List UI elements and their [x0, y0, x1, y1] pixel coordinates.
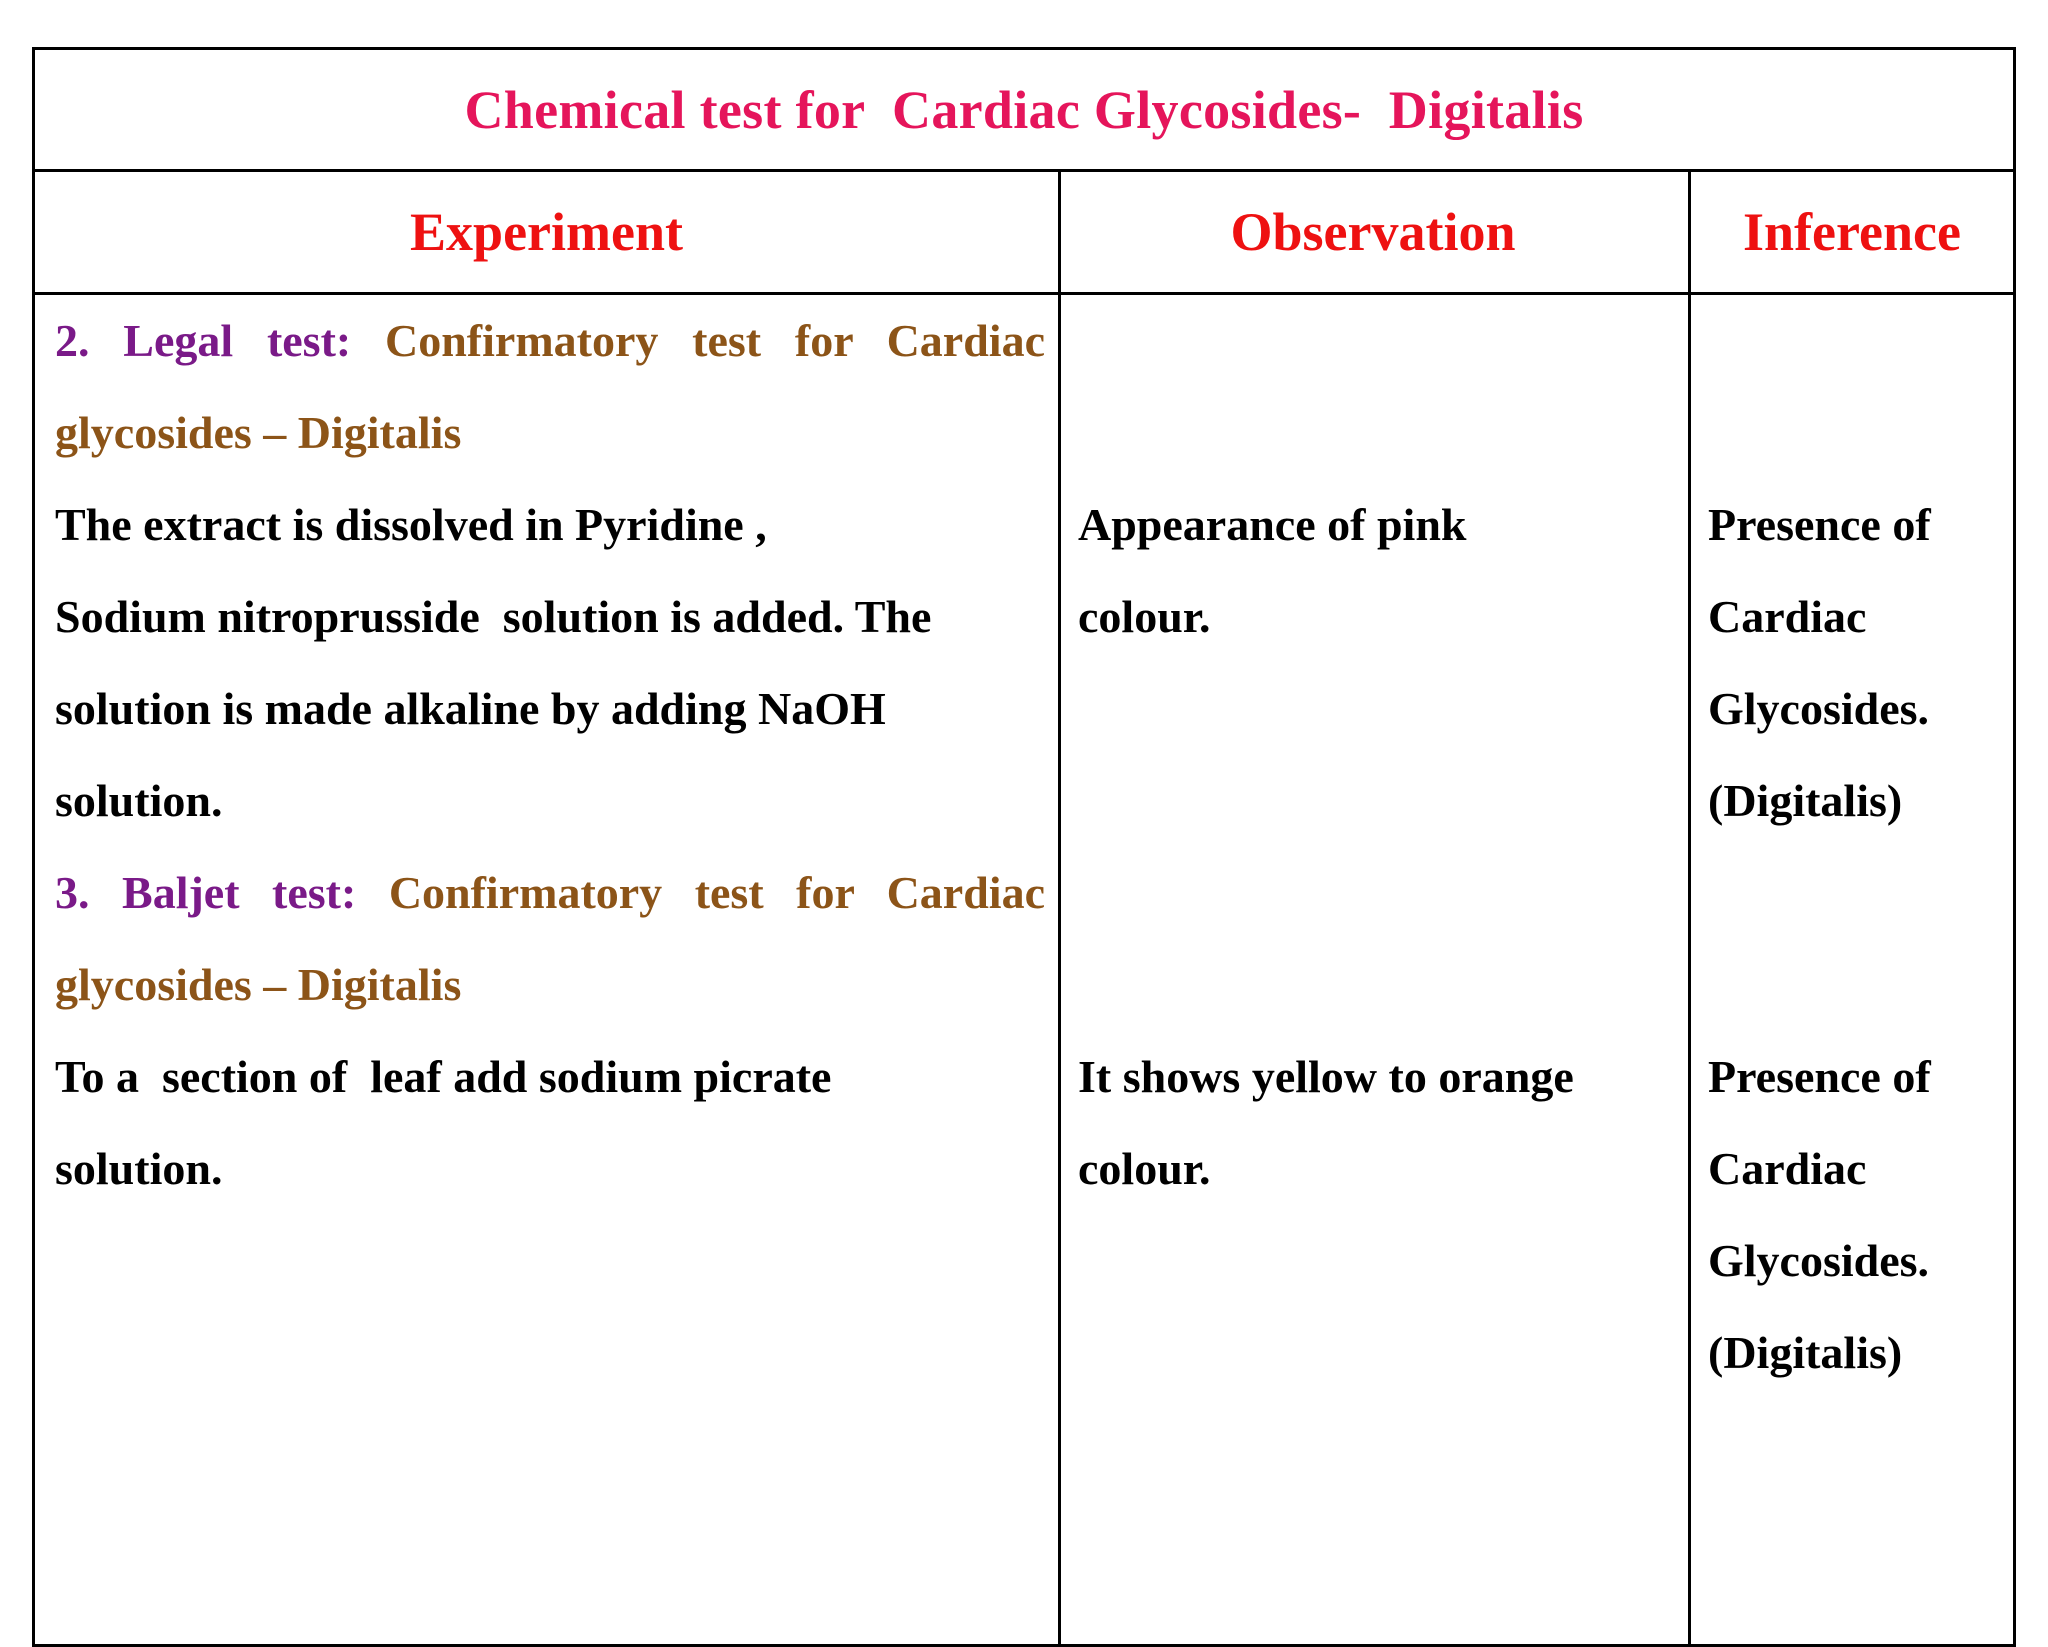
- observation-text: colour.: [1078, 1143, 1211, 1194]
- test-block: [55, 295, 1045, 847]
- header-inference: Inference: [1743, 202, 1961, 262]
- table-title-row: [35, 50, 2013, 172]
- test-block: [55, 847, 1045, 1215]
- header-observation: Observation: [1230, 202, 1516, 262]
- inference-text: (Digitalis): [1708, 1327, 1903, 1378]
- test-name: 2. Legal test:: [55, 315, 385, 366]
- column-divider: [1688, 172, 1691, 1644]
- observation-text: colour.: [1078, 591, 1211, 642]
- table-header-row: [35, 172, 2013, 295]
- inference-text: Cardiac: [1708, 591, 1867, 642]
- observation-text: It shows yellow to orange: [1078, 1051, 1574, 1102]
- observation-column: [1078, 295, 1678, 1215]
- inference-text: Presence of: [1708, 499, 1931, 550]
- experiment-text: solution.: [55, 1143, 223, 1194]
- test-name: 3. Baljet test:: [55, 867, 389, 918]
- test-heading: [55, 847, 1045, 939]
- experiment-text: Sodium nitroprusside solution is added. The: [55, 591, 932, 642]
- chemical-test-table: [32, 47, 2016, 1647]
- experiment-column: [55, 295, 1045, 1215]
- table-title: Chemical test for Cardiac Glycosides- Digitalis: [464, 79, 1584, 140]
- test-heading: [55, 295, 1045, 387]
- experiment-text: solution is made alkaline by adding NaOH: [55, 683, 886, 734]
- experiment-text: The extract is dissolved in Pyridine ,: [55, 499, 767, 550]
- header-experiment: Experiment: [410, 202, 683, 262]
- inference-text: Presence of: [1708, 1051, 1931, 1102]
- inference-text: Cardiac: [1708, 1143, 1867, 1194]
- experiment-text: solution.: [55, 775, 223, 826]
- test-description: Confirmatory test for Cardiac: [388, 867, 1045, 918]
- inference-text: (Digitalis): [1708, 775, 1903, 826]
- inference-text: Glycosides.: [1708, 1235, 1930, 1286]
- test-description: glycosides – Digitalis: [55, 407, 462, 458]
- column-divider: [1058, 172, 1061, 1644]
- experiment-text: To a section of leaf add sodium picrate: [55, 1051, 832, 1102]
- test-description: Confirmatory test for Cardiac: [385, 315, 1045, 366]
- inference-text: Glycosides.: [1708, 683, 1930, 734]
- test-description: glycosides – Digitalis: [55, 959, 462, 1010]
- observation-text: Appearance of pink: [1078, 499, 1467, 550]
- inference-column: [1708, 295, 2008, 1399]
